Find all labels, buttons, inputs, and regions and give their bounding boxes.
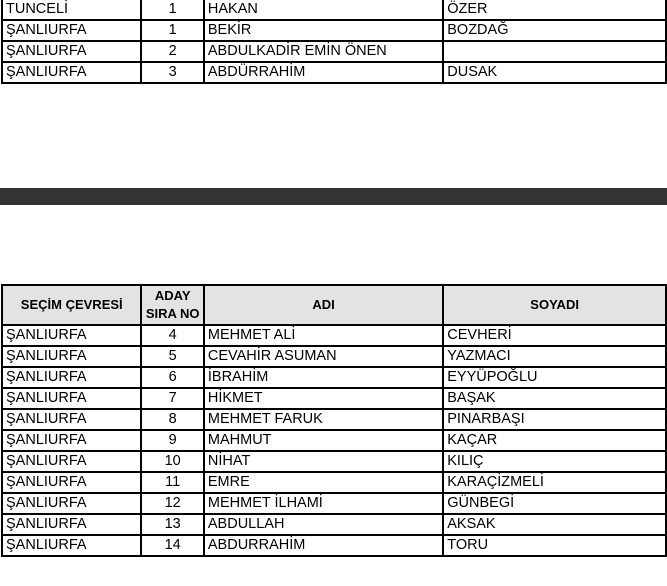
last-name-cell: BAŞAK bbox=[443, 388, 666, 409]
first-name-cell: ABDULLAH bbox=[204, 514, 443, 535]
order-cell: 12 bbox=[141, 493, 203, 514]
first-name-cell: HİKMET bbox=[204, 388, 443, 409]
order-cell: 1 bbox=[141, 0, 203, 20]
header-first-name: ADI bbox=[204, 285, 443, 325]
last-name-cell: BOZDAĞ bbox=[443, 20, 666, 41]
district-cell: ŞANLIURFA bbox=[2, 62, 141, 83]
table-row bbox=[2, 493, 666, 514]
district-cell: ŞANLIURFA bbox=[2, 367, 141, 388]
last-name-cell: YAZMACI bbox=[443, 346, 666, 367]
table-row bbox=[2, 514, 666, 535]
first-name-cell: ABDULKADİR EMİN ÖNEN bbox=[204, 41, 443, 62]
last-name-cell: CEVHERİ bbox=[443, 325, 666, 346]
order-cell: 4 bbox=[141, 325, 203, 346]
first-name-cell: HAKAN bbox=[204, 0, 443, 20]
table-row bbox=[2, 472, 666, 493]
order-cell: 9 bbox=[141, 430, 203, 451]
last-name-cell: PINARBAŞI bbox=[443, 409, 666, 430]
last-name-cell: EYYÜPOĞLU bbox=[443, 367, 666, 388]
table-row bbox=[2, 430, 666, 451]
district-cell: ŞANLIURFA bbox=[2, 409, 141, 430]
order-cell: 10 bbox=[141, 451, 203, 472]
district-cell: ŞANLIURFA bbox=[2, 430, 141, 451]
candidate-table-top bbox=[1, 0, 667, 84]
order-cell: 1 bbox=[141, 20, 203, 41]
last-name-cell: AKSAK bbox=[443, 514, 666, 535]
first-name-cell: MEHMET İLHAMİ bbox=[204, 493, 443, 514]
table-body bbox=[2, 325, 666, 556]
district-cell: ŞANLIURFA bbox=[2, 493, 141, 514]
last-name-cell: ÖZER bbox=[443, 0, 666, 20]
last-name-cell: DUSAK bbox=[443, 62, 666, 83]
candidate-table-bottom bbox=[1, 284, 667, 557]
last-name-cell: GÜNBEGİ bbox=[443, 493, 666, 514]
table-row bbox=[2, 451, 666, 472]
district-cell: ŞANLIURFA bbox=[2, 472, 141, 493]
first-name-cell: MEHMET ALİ bbox=[204, 325, 443, 346]
district-cell: ŞANLIURFA bbox=[2, 535, 141, 556]
order-cell: 13 bbox=[141, 514, 203, 535]
district-cell: ŞANLIURFA bbox=[2, 388, 141, 409]
table-row bbox=[2, 62, 666, 83]
table-row bbox=[2, 346, 666, 367]
last-name-cell: KARAÇİZMELİ bbox=[443, 472, 666, 493]
district-cell: ŞANLIURFA bbox=[2, 451, 141, 472]
table-row bbox=[2, 0, 666, 20]
last-name-cell: TORU bbox=[443, 535, 666, 556]
table-row bbox=[2, 388, 666, 409]
district-cell: ŞANLIURFA bbox=[2, 20, 141, 41]
table-row bbox=[2, 41, 666, 62]
first-name-cell: CEVAHİR ASUMAN bbox=[204, 346, 443, 367]
order-cell: 6 bbox=[141, 367, 203, 388]
order-cell: 5 bbox=[141, 346, 203, 367]
section-divider bbox=[0, 188, 667, 205]
first-name-cell: ABDÜRRAHİM bbox=[204, 62, 443, 83]
first-name-cell: EMRE bbox=[204, 472, 443, 493]
first-name-cell: İBRAHİM bbox=[204, 367, 443, 388]
first-name-cell: NİHAT bbox=[204, 451, 443, 472]
order-cell: 11 bbox=[141, 472, 203, 493]
last-name-cell: KAÇAR bbox=[443, 430, 666, 451]
table-row bbox=[2, 535, 666, 556]
table-row bbox=[2, 325, 666, 346]
header-last-name: SOYADI bbox=[443, 285, 666, 325]
first-name-cell: ABDURRAHİM bbox=[204, 535, 443, 556]
header-district: SEÇİM ÇEVRESİ bbox=[2, 285, 141, 325]
header-order-line2: SIRA NO bbox=[145, 306, 200, 321]
table-header bbox=[2, 285, 666, 325]
header-order-line1: ADAY bbox=[154, 288, 191, 303]
order-cell: 14 bbox=[141, 535, 203, 556]
first-name-cell: BEKİR bbox=[204, 20, 443, 41]
last-name-cell: KILIÇ bbox=[443, 451, 666, 472]
first-name-cell: MAHMUT bbox=[204, 430, 443, 451]
district-cell: ŞANLIURFA bbox=[2, 514, 141, 535]
last-name-cell bbox=[443, 41, 666, 62]
table-row bbox=[2, 409, 666, 430]
first-name-cell: MEHMET FARUK bbox=[204, 409, 443, 430]
order-cell: 2 bbox=[141, 41, 203, 62]
district-cell: ŞANLIURFA bbox=[2, 346, 141, 367]
order-cell: 8 bbox=[141, 409, 203, 430]
table-row bbox=[2, 367, 666, 388]
district-cell: ŞANLIURFA bbox=[2, 325, 141, 346]
table-row bbox=[2, 20, 666, 41]
district-cell: TUNCELİ bbox=[2, 0, 141, 20]
order-cell: 3 bbox=[141, 62, 203, 83]
table-body bbox=[2, 0, 666, 83]
header-row bbox=[2, 285, 666, 325]
district-cell: ŞANLIURFA bbox=[2, 41, 141, 62]
order-cell: 7 bbox=[141, 388, 203, 409]
header-order bbox=[141, 285, 203, 325]
